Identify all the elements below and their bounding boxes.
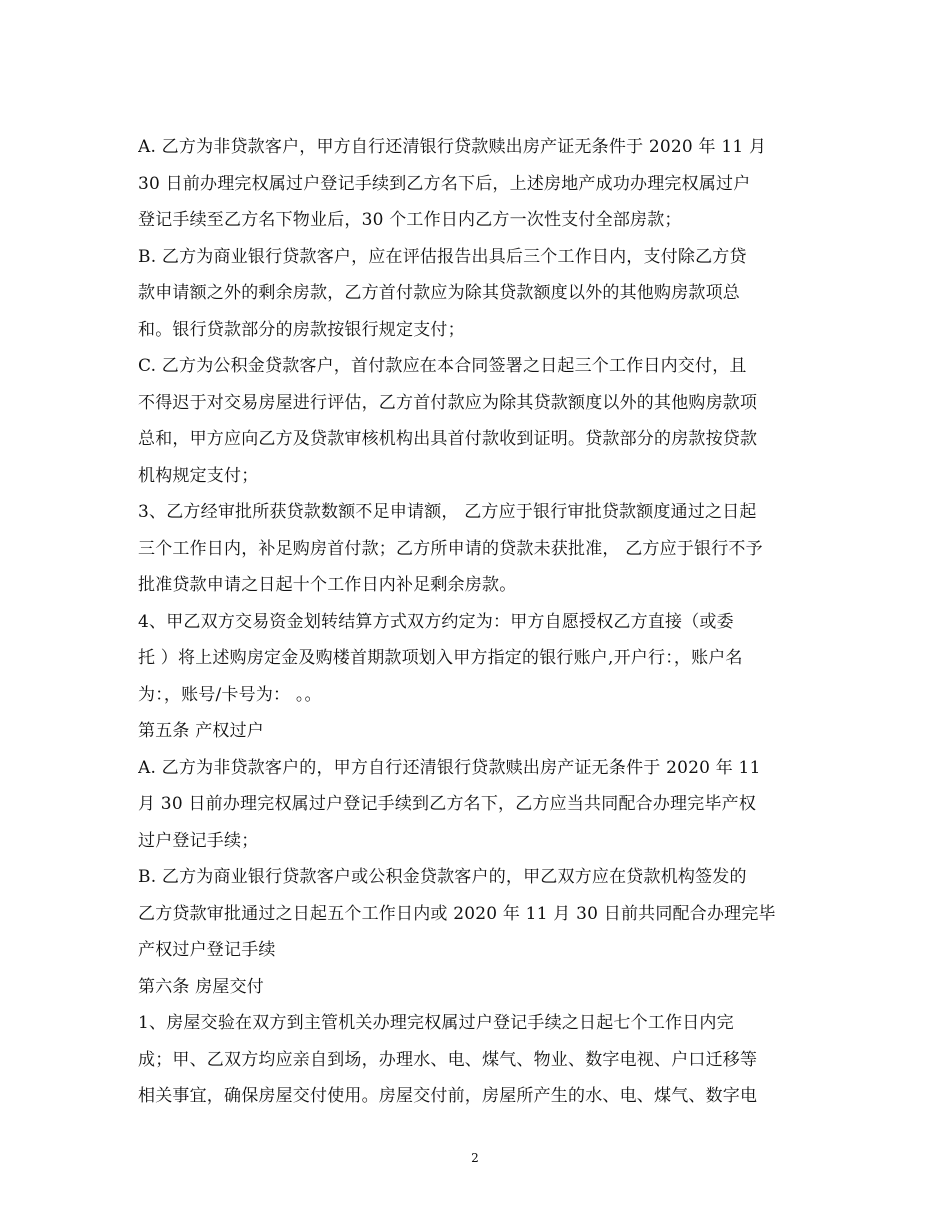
text-line: 相关事宜，确保房屋交付使用。房屋交付前，房屋所产生的水、电、煤气、数字电 xyxy=(138,1086,758,1106)
text-line: 1、房屋交验在双方到主管机关办理完权属过户登记手续之日起七个工作日内完 xyxy=(138,1013,734,1033)
document-body xyxy=(138,129,818,1115)
text-line: 过户登记手续； xyxy=(138,830,259,851)
text-line: 款申请额之外的剩余房款，乙方首付款应为除其贷款额度以外的其他购房款项总 xyxy=(138,283,740,303)
text-line: 和。银行贷款部分的房款按银行规定支付； xyxy=(138,319,465,340)
text-line: A. 乙方为非贷款客户，甲方自行还清银行贷款赎出房产证无条件于 2020 年 11 月 xyxy=(138,137,767,157)
text-line: 4、甲乙双方交易资金划转结算方式双方约定为：甲方自愿授权乙方直接（或委 xyxy=(138,611,734,632)
text-line: 30 日前办理完权属过户登记手续到乙方名下后，上述房地产成功办理完权属过户 xyxy=(138,173,751,194)
text-line: 登记手续至乙方名下物业后，30 个工作日内乙方一次性支付全部房款； xyxy=(138,210,682,230)
text-line: B. 乙方为商业银行贷款客户或公积金贷款客户的，甲乙双方应在贷款机构签发的 xyxy=(138,867,747,887)
text-line: 三个工作日内，补足购房首付款；乙方所申请的贷款未获批准， 乙方应于银行不予 xyxy=(138,538,763,559)
section-heading: 第五条 产权过户 xyxy=(138,721,265,741)
text-line: 产权过户登记手续 xyxy=(138,940,276,960)
text-line: 成；甲、乙双方均应亲自到场，办理水、电、煤气、物业、数字电视、户口迁移等 xyxy=(138,1049,758,1070)
section-heading: 第六条 房屋交付 xyxy=(138,976,265,997)
page-number: 2 xyxy=(471,1151,479,1165)
text-line: 机构规定支付； xyxy=(138,465,259,486)
text-line: 托 ）将上述购房定金及购楼首期款项划入甲方指定的银行账户,开户行：，账户名 xyxy=(138,648,743,668)
text-line: 月 30 日前办理完权属过户登记手续到乙方名下，乙方应当共同配合办理完毕产权 xyxy=(138,794,757,814)
text-line: 乙方贷款审批通过之日起五个工作日内或 2020 年 11 月 30 日前共同配合办理完毕 xyxy=(138,903,776,924)
text-line: C. 乙方为公积金贷款客户，首付款应在本合同签署之日起三个工作日内交付，且 xyxy=(138,356,747,376)
text-line: 批准贷款申请之日起十个工作日内补足剩余房款。 xyxy=(138,575,517,595)
text-line: 为：，账号/卡号为： 。。 xyxy=(138,684,322,705)
text-line: B. 乙方为商业银行贷款客户，应在评估报告出具后三个工作日内，支付除乙方贷 xyxy=(138,246,747,267)
text-line: 总和，甲方应向乙方及贷款审核机构出具首付款收到证明。贷款部分的房款按贷款 xyxy=(138,429,758,449)
text-line: 3、乙方经审批所获贷款数额不足申请额， 乙方应于银行审批贷款额度通过之日起 xyxy=(138,502,757,522)
text-line: A. 乙方为非贷款客户的，甲方自行还清银行贷款赎出房产证无条件于 2020 年 11 xyxy=(138,757,761,778)
text-line: 不得迟于对交易房屋进行评估，乙方首付款应为除其贷款额度以外的其他购房款项 xyxy=(138,392,758,413)
